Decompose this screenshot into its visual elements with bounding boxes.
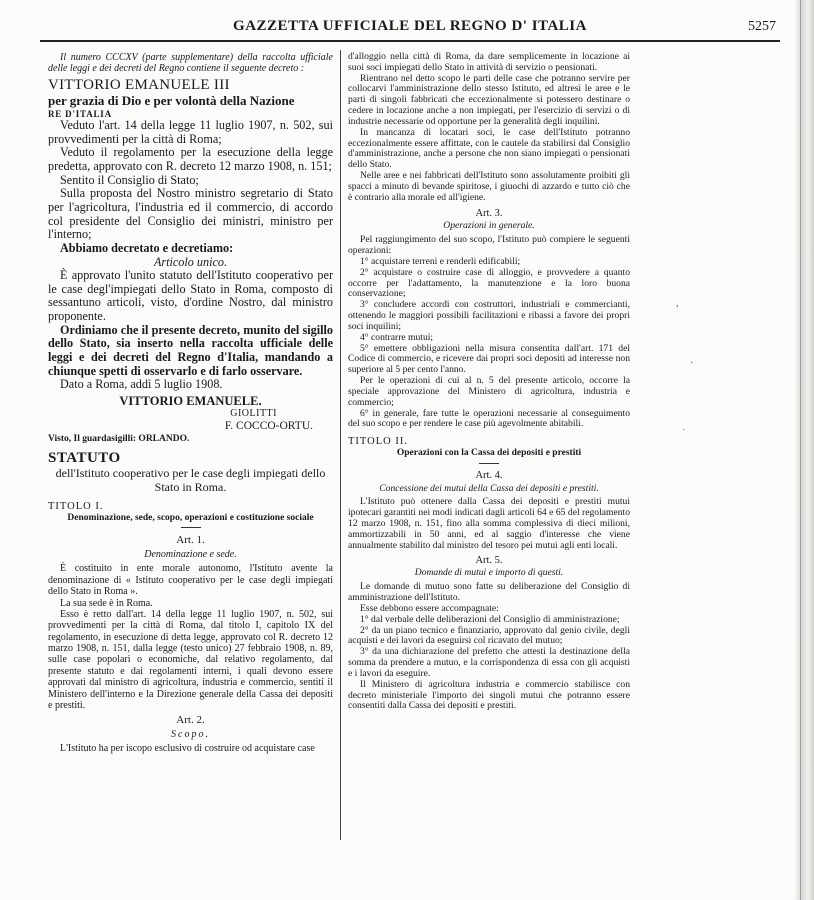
preamble-3: Sentito il Consiglio di Stato; <box>60 172 199 187</box>
scan-edge <box>795 0 814 900</box>
statuto-title: STATUTO <box>48 449 121 466</box>
margin-mark: , <box>676 298 679 309</box>
art-3-item-4: 4° contrarre mutui; <box>360 331 434 343</box>
art-3-item-5: 5° emettere obbligazioni nella misura consentita dall'art. 171 del Codice di commercio, e ricevere dai propri soci depositi ad interesse non superiore al 5 per cento l'anno. <box>348 342 630 376</box>
art-3-p2: Per le operazioni di cui al n. 5 del presente articolo, occorre la speciale approvazione del Ministero di agricoltura, industria e commercio; <box>348 375 630 408</box>
art-3: Art. 3. <box>475 207 503 219</box>
preamble-2: Veduto il regolamento per la esecuzione della legge predetta, approvato con R. decreto 12 marzo 1908, n. 151; <box>48 145 333 173</box>
decree-formula: Abbiamo decretato e decretiamo: <box>60 240 234 255</box>
art-1-subtitle: Denominazione e sede. <box>144 548 237 560</box>
preamble-4: Sulla proposta del Nostro ministro segretario di Stato per l'agricoltura, l'industria ed il commercio, di accordo col presidente del Consiglio dei ministri, ministro per l'interno; <box>48 186 333 242</box>
date-line: Dato a Roma, addì 5 luglio 1908. <box>60 377 223 392</box>
art-2-p2: Rientrano nel detto scopo le parti delle case che potranno servire per collocarvi l'amministrazione dello stesso Istituto, ed altresì le aree e le parti di singoli fabbricati che eccezionalmente si potessero destinare o cedere in locazione anche a non impiegati, per l'esercizio di servizi o di industrie necessarie od opportune per la generalità degli inquilini. <box>348 72 630 127</box>
art-2-p3: In mancanza di locatari soci, le case dell'Istituto potranno eccezionalmente essere affittate, con le cautele da stabilirsi dal Consiglio d'amministrazione, anche a persone che non siano impiegati o pensionati dello Stato. <box>348 126 630 171</box>
preamble-1: Veduto l'art. 14 della legge 11 luglio 1907, n. 502, sui provvedimenti per la città di Roma; <box>48 117 333 146</box>
art-2: Art. 2. <box>176 714 205 727</box>
minister-signatures <box>48 408 333 434</box>
margin-mark: ˙ <box>682 428 686 439</box>
art-5-p3: Il Ministero di agricoltura industria e commercio stabilisce con decreto ministeriale l'importo dei singoli mutui che potranno essere consentiti dalla Cassa dei depositi e prestiti. <box>348 678 630 712</box>
signature-cocco-ortu: F. COCCO-ORTU. <box>224 420 313 433</box>
page-number: 5257 <box>748 19 776 34</box>
titolo-2-heading: Operazioni con la Cassa dei depositi e prestiti <box>396 448 582 459</box>
art-2-p4: Nelle aree e nei fabbricati dell'Istituto sono assolutamente proibiti gli spacci a minuto di bevande spiritose, i giuochi di azzardo e tutto ciò che è contrario alla morale ed all'igiene. <box>348 170 630 203</box>
titolo-1-heading: Denominazione, sede, scopo, operazioni e costituzione sociale <box>67 512 314 523</box>
art-1-p3: Esso è retto dall'art. 14 della legge 11 luglio 1907, n. 502, sui provvedimenti per la città di Roma, dal titolo I, capitolo IX del regolamento, in esecuzione di detta legge, approvato col R. decreto 12 marzo 1908, n. 151, dalla legge (testo unico) 27 febbraio 1908, n. 89, sulle case popolari o economiche, dal relativo regolamento, dal presente statuto e dai regolamenti interni, i quali devono essere approvati dal ministro di agricoltura, industria e commercio, sentiti il Ministero dell'interno e la Direzione generale della Cassa dei depositi e prestiti. <box>48 608 333 712</box>
art-1: Art. 1. <box>176 534 205 547</box>
art-2-p1: L'Istituto ha per iscopo esclusivo di costruire od acquistare case <box>60 743 315 755</box>
art-4-subtitle: Concessione dei mutui della Cassa dei depositi e prestiti. <box>379 482 599 494</box>
art-3-item-3: 3° concludere accordi con costruttori, industriali e commercianti, ottenendo le maggiori possibili facilitazioni e ribassi a favore dei propri soci inquilini; <box>348 299 630 332</box>
king-title: VITTORIO EMANUELE III <box>48 76 230 93</box>
art-1-p1: È costituito in ente morale autonomo, l'Istituto avente la denominazione di « Istituto cooperativo per le case degli impiegati dello Stato in Roma ». <box>48 563 333 598</box>
by-grace-line: per grazia di Dio e per volontà della Nazione <box>48 92 295 108</box>
art-3-item-2: 2° acquistare o costruire case di alloggio, e provvedere a quanto occorre per l'adattamento, la manutenzione e la loro buona conservazione; <box>348 266 630 300</box>
visto-guardasigilli: Visto, Il guardasigilli: ORLANDO. <box>48 434 190 445</box>
art-2-cont: d'alloggio nella città di Roma, da dare semplicemente in locazione ai suoi soci impiegati dello Stato in attività di servizio o pensionati. <box>348 51 630 73</box>
intro-paragraph: Il numero CCCXV (parte supplementare) della raccolta ufficiale delle leggi e dei decreti del Regno contiene il seguente decreto : <box>48 52 333 75</box>
promulgation: Ordiniamo che il presente decreto, munito del sigillo dello Stato, sia inserto nella raccolta ufficiale delle leggi e dei decreti del Regno d'Italia, mandando a chiunque spetti di osservarlo e di farlo osservare. <box>48 322 333 378</box>
titolo-1: TITOLO I. <box>48 500 104 512</box>
decree-article: È approvato l'unito statuto dell'Istituto cooperativo per le case degl'impiegati dello Stato in Roma, composto di sessantuno articoli, visto, d'ordine Nostro, dal ministro proponente. <box>48 268 333 324</box>
section-dash <box>181 527 201 528</box>
art-5-item-2: 2° da un piano tecnico e finanziario, approvato dal genio civile, degli acquisti e dei lavori da eseguirsi col ricavato del mutuo; <box>348 624 630 647</box>
art-5-item-1: 1° dal verbale delle deliberazioni del Consiglio di amministrazione; <box>360 613 620 625</box>
king-signature: VITTORIO EMANUELE. <box>119 394 262 409</box>
left-column <box>48 52 333 755</box>
art-3-subtitle: Operazioni in generale. <box>443 220 535 232</box>
titolo-2: TITOLO II. <box>348 436 408 448</box>
art-3-p1: Pel raggiungimento del suo scopo, l'Istituto può compiere le seguenti operazioni: <box>348 234 630 257</box>
art-1-p2: La sua sede è in Roma. <box>60 597 153 609</box>
art-5-subtitle: Domande di mutui e importo di questi. <box>414 567 564 579</box>
art-2-subtitle: Scopo. <box>171 728 210 740</box>
column-divider <box>340 50 341 840</box>
art-3-item-1: 1° acquistare terreni e renderli edificabili; <box>360 255 521 267</box>
art-5-item-3: 3° da una dichiarazione del prefetto che attesti la destinazione della somma da prendere a mutuo, e la corrispondenza di essa con gli acquisti e i lavori da eseguire. <box>348 646 630 679</box>
page-header <box>40 18 780 42</box>
art-3-item-6: 6° in generale, fare tutte le operazioni necessarie al conseguimento del suo scopo e per rendere le case più agevolmente abitabili. <box>348 407 630 430</box>
art-5: Art. 5. <box>475 554 503 566</box>
right-column <box>348 52 630 712</box>
articolo-unico: Articolo unico. <box>153 254 228 269</box>
statuto-subtitle: dell'Istituto cooperativo per le case degli impiegati dello Stato in Roma. <box>55 466 326 494</box>
art-5-p2: Esse debbono essere accompagnate: <box>360 602 499 614</box>
gazette-title: GAZZETTA UFFICIALE DEL REGNO D' ITALIA <box>233 18 587 34</box>
scan-edge-line <box>800 0 801 900</box>
art-4: Art. 4. <box>475 469 503 481</box>
section-dash <box>479 463 499 464</box>
art-4-p1: L'Istituto può ottenere dalla Cassa dei depositi e prestiti mutui ipotecari garantiti nei modi indicati dagli articoli 64 e 65 del regolamento 12 marzo 1908, n. 151, fino alla somma complessiva di dieci milioni, ammortizzabili in 50 anni, ed al saggio d'interesse che viene annualmente stabilito dal ministro del tesoro pei mutui agli enti locali. <box>348 496 630 551</box>
art-5-p1: Le domande di mutuo sono fatte su deliberazione del Consiglio di amministrazione dell'Istituto. <box>348 581 630 604</box>
margin-mark: · <box>690 358 694 369</box>
signature-giolitti: GIOLITTI <box>230 408 277 420</box>
re-ditalia: RE D'ITALIA <box>48 108 112 119</box>
